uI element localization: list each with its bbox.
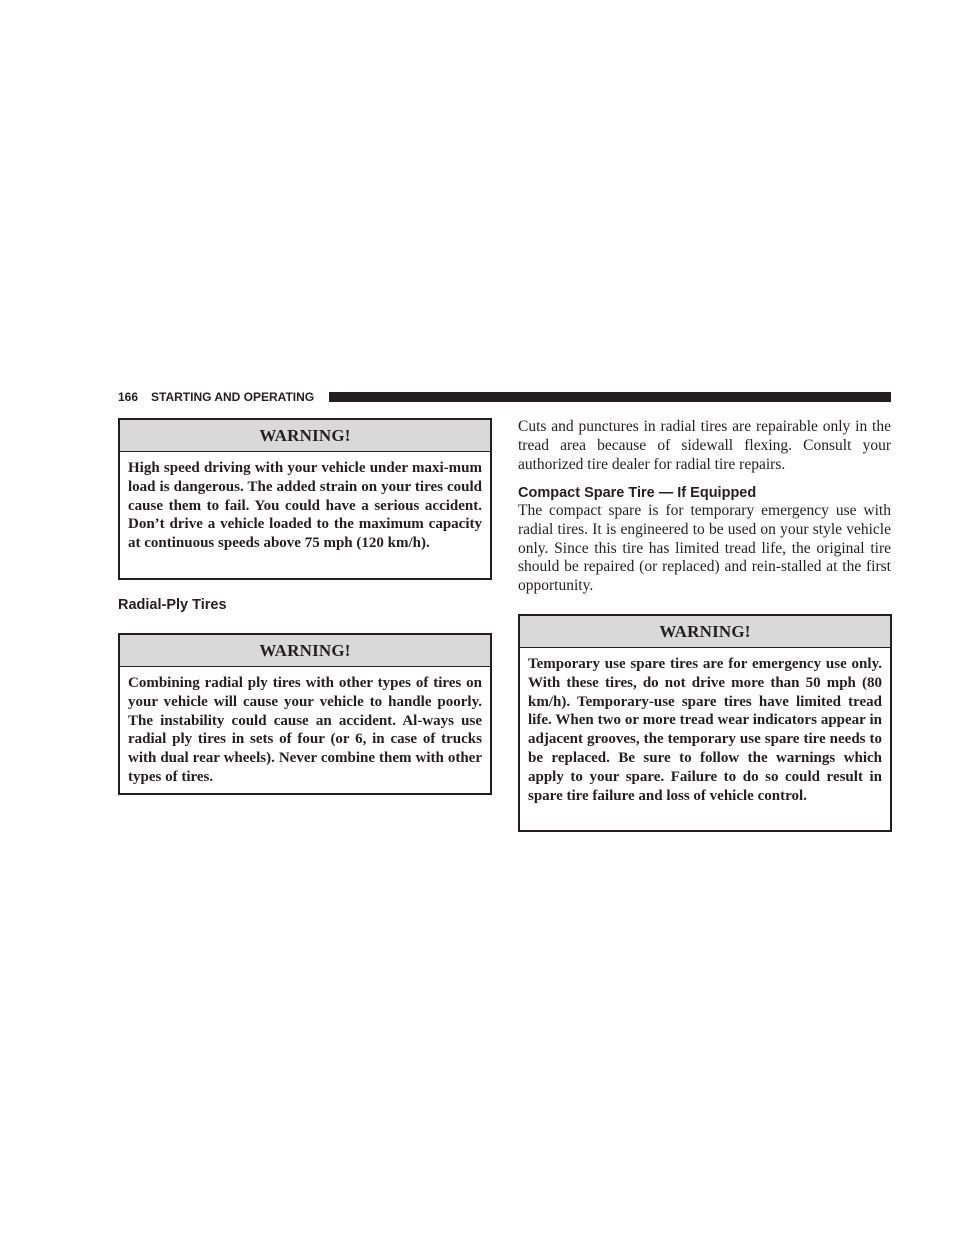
warning-box-spare-tire xyxy=(518,614,892,832)
page-header xyxy=(118,389,891,405)
warning-box-high-speed xyxy=(118,418,492,580)
page-number: 166 xyxy=(118,390,139,404)
paragraph-cuts-punctures: Cuts and punctures in radial tires are repairable only in the tread area because of sidewall flexing. Consult your authorized tire dealer for radial tire repairs. xyxy=(518,418,891,473)
paragraph-compact-spare: The compact spare is for temporary emergency use with radial tires. It is engineered to be used on your style vehicle only. Since this tire has limited tread life, the original tire should be repaired (or replaced) and rein-stalled at the first opportunity. xyxy=(518,502,891,595)
warning-text: High speed driving with your vehicle under maxi-mum load is dangerous. The added strain on your tires could cause them to fail. You could have a serious accident. Don’t drive a vehicle loaded to the maximum capacity at continuous speeds above 75 mph (120 km/h). xyxy=(128,460,482,552)
warning-text: Combining radial ply tires with other types of tires on your vehicle will cause your vehicle to handle poorly. The instability could cause an accident. Al-ways use radial ply tires in sets of four (or 6, in case of trucks with dual rear wheels). Never combine them with other types of tires. xyxy=(128,675,482,785)
warning-title: WARNING! xyxy=(120,420,490,452)
warning-title: WARNING! xyxy=(120,635,490,667)
warning-text: Temporary use spare tires are for emergency use only. With these tires, do not drive more than 50 mph (80 km/h). Temporary-use spare tires have limited tread life. When two or more tread wear indicators appear in adjacent grooves, the temporary use spare tire needs to be replaced. Be sure to follow the warnings which apply to your spare. Failure to do so could result in spare tire failure and loss of vehicle control. xyxy=(528,656,882,804)
section-title: STARTING AND OPERATING xyxy=(151,390,315,404)
warning-title: WARNING! xyxy=(520,616,890,648)
warning-box-radial-ply xyxy=(118,633,492,795)
header-rule xyxy=(329,392,891,402)
section-heading-radial-ply: Radial-Ply Tires xyxy=(118,597,227,613)
section-heading-compact-spare: Compact Spare Tire — If Equipped xyxy=(518,485,757,501)
